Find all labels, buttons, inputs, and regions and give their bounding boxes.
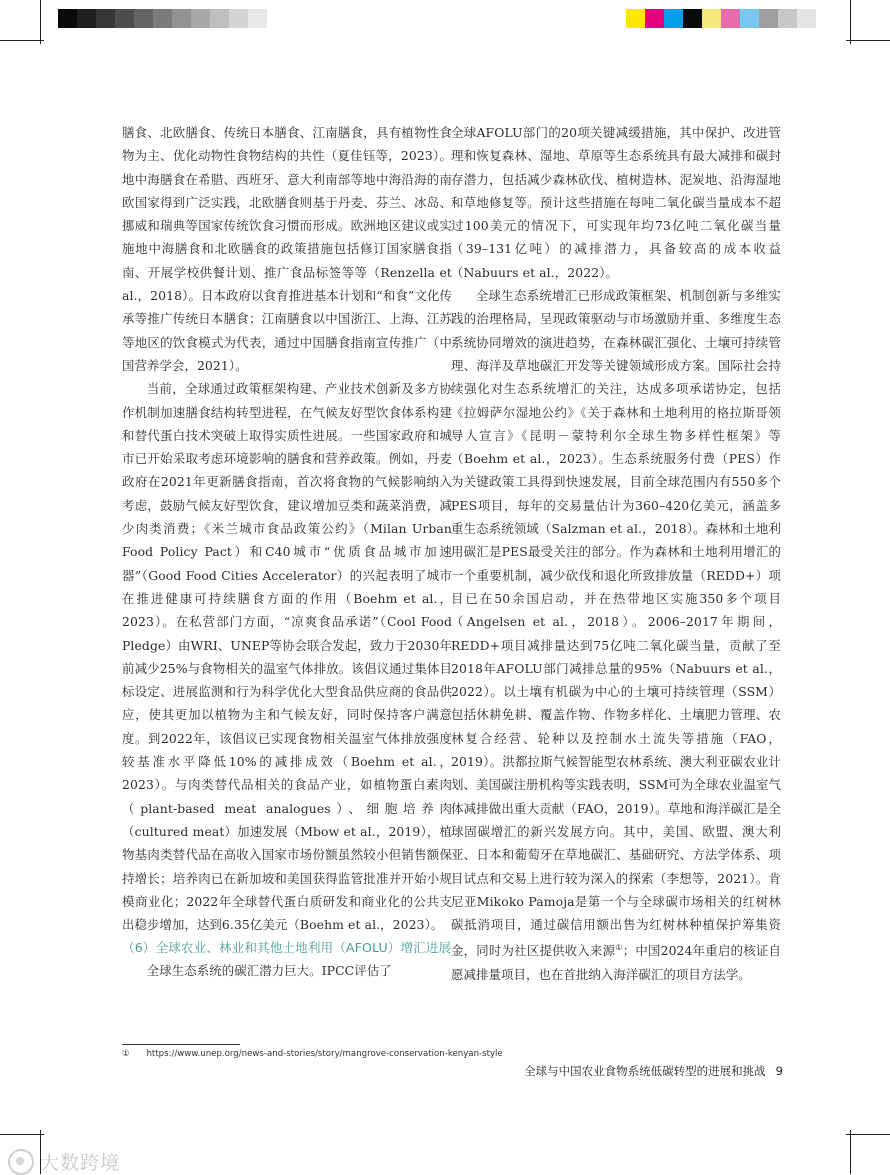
grayscale-bar — [58, 9, 267, 28]
gray-swatch — [134, 9, 153, 28]
gray-swatch — [153, 9, 172, 28]
watermark-logo-icon — [8, 1149, 34, 1175]
left-paragraph-2: 当前，全球通过政策框架构建、产业技术创新及多方协作机制加速膳食结构转型进程，在气候友好型饮食体系构建和替代蛋白技术突破上取得实质性进展。一些国家政府和城市已开始采取考虑环境影响的膳食和营养政策。例如，丹麦政府在2021年更新膳食指南，首次将食物的气候影响纳入考虑，鼓励气候友好型饮食，建议增加豆类和蔬菜消费，减少肉类消费；《米兰城市食品政策公约》（Milan Urban Food Policy Pact）和C40城市“优质食品城市加速器”（Good Food Cities Accelerator）的兴起表明了城市在推进健康可持续膳食方面的作用（Boehm et al.，2023）。在私营部门方面，“凉爽食品承诺”（Cool Food Pledge）由WRI、UNEP等协会联合发起，致力于2030年前减少25%与食物相关的温室气体排放。该倡议通过集体目标设定、进展监测和行为科学优化大型食品供应商的食品供应，使其更加以植物为主和气候友好，同时保持客户满意度。到2022年，该倡议已实现食物相关温室气体排放强度较基准水平降低10%的减排成效（Boehm et al.，2023）。与肉类替代品相关的食品产业，如植物蛋白素肉（plant-based meat analogues）、细胞培养肉（cultured meat）加速发展（Mbow et al.，2019），植物基肉类替代品在高收入国家市场份额虽然较小但销售额保持增长；培养肉已在新加坡和美国获得监管批准并开始小规模商业化；2022年全球替代蛋白质研发和商业化的公共支出稳步增加，达到6.35亿美元（Boehm et al.，2023）。 — [122, 381, 452, 933]
page-number: 9 — [775, 1064, 783, 1078]
color-swatch — [626, 9, 645, 28]
color-swatch — [683, 9, 702, 28]
color-swatch — [645, 9, 664, 28]
gray-swatch — [248, 9, 267, 28]
crop-mark-br-v — [850, 1130, 851, 1174]
crop-mark-br-h — [846, 1134, 890, 1135]
watermark — [8, 1148, 120, 1175]
footnote — [122, 1049, 503, 1059]
right-paragraph-2-text-b: ；中国2024年重启的核证自愿减排量项目，也在首批纳入海洋碳汇的项目方法学。 — [451, 943, 781, 982]
footnote-url[interactable]: https://www.unep.org/news-and-stories/story/mangrove-conservation-kenyan-style — [146, 1049, 503, 1059]
left-paragraph-1: 膳食、北欧膳食、传统日本膳食、江南膳食，具有植物性食物为主、优化动物性食物结构的共性（夏佳钰等，2023）。地中海膳食在希腊、西班牙、意大利南部等地中海沿海的南欧国家得到广泛实践，北欧膳食则基于丹麦、芬兰、冰岛、挪威和瑞典等国家传统饮食习惯而形成。欧洲地区建议或实施地中海膳食和北欧膳食的政策措施包括修订国家膳食指南、开展学校供餐计划、推广食品标签等等（Renzella et al.，2018）。日本政府以食育推进基本计划和“和食”文化传承等推广传统日本膳食；江南膳食以中国浙江、上海、江苏等地区的饮食模式为代表，通过中国膳食指南宣传推广（中国营养学会，2021）。 — [122, 125, 452, 373]
color-swatch — [721, 9, 740, 28]
right-paragraph-2 — [451, 284, 781, 986]
gray-swatch — [191, 9, 210, 28]
color-swatch — [740, 9, 759, 28]
left-column — [122, 121, 452, 983]
color-swatch — [664, 9, 683, 28]
footnote-ref[interactable]: ① — [615, 943, 623, 953]
section-heading: （6）全球农业、林业和其他土地利用（AFOLU）增汇进展 — [122, 940, 452, 956]
color-swatch — [702, 9, 721, 28]
gray-swatch — [115, 9, 134, 28]
crop-mark-tr-h — [846, 40, 890, 41]
right-paragraph-2-text-a: 全球生态系统增汇已形成政策框架、机制创新与多维实践的治理格局，呈现政策驱动与市场激励并重、多维度生态系统协同增效的演进趋势，在森林碳汇强化、土壤可持续管理、海洋及草地碳汇开发等关键领域形成方案。国际社会持续强化对生态系统增汇的关注，达成多项承诺协定，包括《拉姆萨尔湿地公约》《关于森林和土地利用的格拉斯哥领导人宣言》《昆明－蒙特利尔全球生物多样性框架》等（Boehm et al.，2023）。生态系统服务付费（PES）作为关键政策工具得到快速发展，目前全球范围内有550多个PES项目，每年的交易量估计为360–420亿美元，涵盖多重生态系统领域（Salzman et al.，2018）。森林和土地利用碳汇是PES最受关注的部分。作为森林和土地利用增汇的一个重要机制，减少砍伐和退化所致排放量（REDD+）项目已在50余国启动，并在热带地区实施350多个项目（Angelsen et al.，2018）。2006–2017年期间，REDD+项目减排量达到75亿吨二氧化碳当量，贡献了至2018年AFOLU部门减排总量的95%（Nabuurs et al.，2022）。以土壤有机碳为中心的土壤可持续管理（SSM）包括休耕免耕、覆盖作物、作物多样化、土壤肥力管理、农林复合经营、轮种以及控制水土流失等措施（FAO，2019）。洪都拉斯气候智能型农林系统、澳大利亚碳农业计划、美国碳注册机构等实践表明，SSM可为全球农业温室气体减排做出重大贡献（FAO，2019）。草地和海洋碳汇是全球固碳增汇的新兴发展方向。其中，美国、欧盟、澳大利亚、日本和葡萄牙在草地碳汇、基础研究、方法学体系、项目试点和交易上进行较为深入的探索（李想等，2021）。肯尼亚Mikoko Pamoja是第一个与全球碳市场相关的红树林碳抵消项目，通过碳信用额出售为红树林种植保护筹集资金，同时为社区提供收入来源 — [451, 288, 781, 959]
color-swatch — [778, 9, 797, 28]
crop-mark-tl-v — [40, 0, 41, 44]
gray-swatch — [96, 9, 115, 28]
crop-mark-tr-v — [850, 0, 851, 44]
crop-mark-bl-h — [0, 1134, 44, 1135]
crop-mark-tl-h — [0, 40, 44, 41]
left-paragraph-3: 全球生态系统的碳汇潜力巨大。IPCC评估了 — [146, 963, 392, 979]
footnote-rule — [122, 1044, 240, 1045]
color-swatch — [759, 9, 778, 28]
gray-swatch — [210, 9, 229, 28]
gray-swatch — [172, 9, 191, 28]
running-title: 全球与中国农业食物系统低碳转型的进展和挑战 — [524, 1064, 766, 1078]
gray-swatch — [58, 9, 77, 28]
page-footer — [524, 1063, 783, 1079]
color-bar — [626, 9, 816, 28]
gray-swatch — [77, 9, 96, 28]
color-swatch — [797, 9, 816, 28]
gray-swatch — [229, 9, 248, 28]
footnote-marker: ① — [122, 1049, 130, 1059]
right-column — [451, 121, 781, 986]
right-paragraph-1: 全球AFOLU部门的20项关键减缓措施，其中保护、改进管理和恢复森林、湿地、草原等生态系统具有最大减排和碳封存潜力，包括减少森林砍伐、植树造林、泥炭地、沿海湿地和草地修复等。预计这些措施在每吨二氧化碳当量成本不超过100美元的情况下，可实现年均73亿吨二氧化碳当量（39–131亿吨）的减排潜力，具备较高的成本收益（Nabuurs et al.，2022）。 — [451, 125, 781, 280]
watermark-text: 大数跨境 — [40, 1152, 121, 1174]
